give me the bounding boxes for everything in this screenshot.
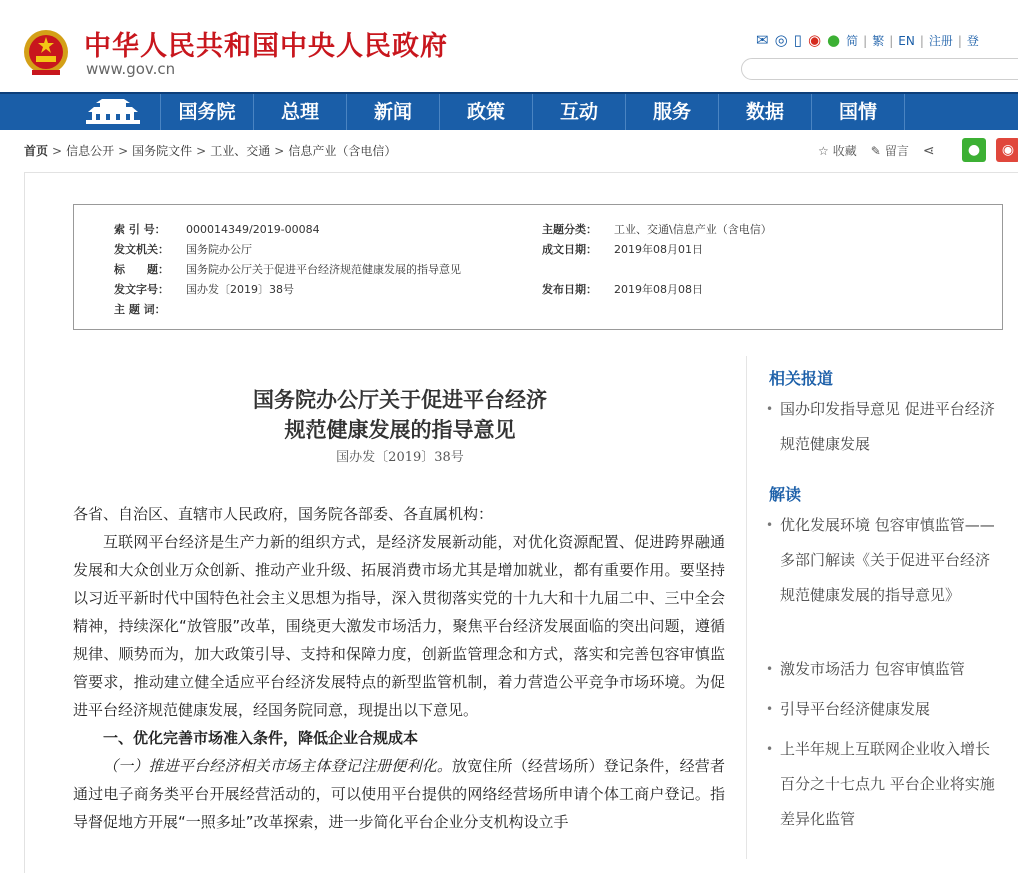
mobile-icon[interactable]: ▯: [793, 31, 802, 49]
meta-label: 标 题：: [114, 263, 169, 276]
breadcrumb: [24, 142, 396, 159]
article-paragraph: [73, 752, 725, 836]
bullet-icon: •: [766, 402, 774, 416]
wechat-share-icon[interactable]: ●: [962, 138, 986, 162]
meta-label: 索 引 号：: [114, 223, 166, 236]
breadcrumb-item[interactable]: 工业、交通: [210, 144, 271, 158]
meta-value: 000014349/2019-00084: [186, 223, 320, 236]
meta-value: 国办发〔2019〕38号: [186, 283, 294, 296]
sidebar-interp-item[interactable]: [766, 652, 1001, 687]
meta-value: 工业、交通\信息产业（含电信）: [614, 223, 772, 236]
tiananmen-logo-icon[interactable]: [82, 98, 144, 126]
meta-keywords: [114, 301, 186, 317]
nav-item-state-council[interactable]: 国务院: [160, 94, 253, 130]
lang-simplified[interactable]: 简: [846, 33, 859, 48]
sidebar-interp-item[interactable]: [766, 692, 1001, 727]
site-header: [0, 0, 1018, 92]
breadcrumb-item[interactable]: 信息公开: [66, 144, 115, 158]
meta-docno: [114, 281, 294, 297]
star-icon[interactable]: ☆: [818, 143, 829, 158]
search-input[interactable]: [741, 58, 1018, 80]
nav-item-premier[interactable]: 总理: [253, 94, 346, 130]
top-tools: [756, 30, 979, 50]
meta-issuer: [114, 241, 252, 257]
chevron-right-icon: >: [52, 144, 63, 158]
share-icon[interactable]: ⋖: [922, 142, 935, 159]
bullet-icon: •: [766, 518, 774, 532]
meta-label: 主题分类：: [542, 223, 597, 236]
article-paragraph: 互联网平台经济是生产力新的组织方式，是经济发展新动能，对优化资源配置、促进跨界融通发展和大众创业万众创新、推动产业升级、拓展消费市场尤其是增加就业，都有重要作用。要坚持以习近平新时代中国特色社会主义思想为指导，深入贯彻落实党的十九大和十九届二中、三中全会精神，持续深化“放管服”改革，围绕更大激发市场活力，聚焦平台经济发展面临的突出问题，遵循规律、顺势而为，加大政策引导、支持和保障力度，创新监管理念和方式，落实和完善包容审慎监管要求，推动建立健全适应平台经济发展特点的新型监管机制，着力营造公平竞争市场环境。为促进平台经济规范健康发展，经国务院同意，现提出以下意见。: [73, 533, 725, 719]
article-title-line1: 国务院办公厅关于促进平台经济: [253, 387, 547, 412]
article-body: [73, 500, 725, 836]
login-link[interactable]: 登: [966, 33, 979, 48]
sidebar-related-title: 相关报道: [769, 369, 834, 388]
meta-title: [114, 261, 461, 277]
meta-pubdate: [542, 281, 703, 297]
sidebar-item-label[interactable]: 国办印发指导意见 促进平台经济规范健康发展: [780, 400, 995, 453]
nav-item-news[interactable]: 新闻: [346, 94, 439, 130]
article-section-heading: 一、优化完善市场准入条件，降低企业合规成本: [103, 729, 419, 747]
nav-item-data[interactable]: 数据: [718, 94, 811, 130]
bullet-icon: •: [766, 742, 774, 756]
meta-value: 国务院办公厅关于促进平台经济规范健康发展的指导意见: [186, 263, 461, 276]
chevron-right-icon: >: [274, 144, 285, 158]
register-link[interactable]: 注册: [928, 33, 953, 48]
favorite-button[interactable]: 收藏: [832, 144, 857, 158]
sidebar-related-item[interactable]: [766, 392, 1001, 462]
meta-label: 主 题 词：: [114, 303, 166, 316]
pen-icon[interactable]: ✎: [870, 143, 881, 158]
site-url[interactable]: www.gov.cn: [86, 60, 176, 78]
wechat-icon[interactable]: ●: [827, 31, 841, 49]
comment-button[interactable]: 留言: [884, 144, 909, 158]
bullet-icon: •: [766, 662, 774, 676]
language-switcher: 简 | 繁 | EN | 注册 | 登: [846, 33, 979, 48]
article-title-line2: 规范健康发展的指导意见: [284, 417, 516, 442]
meta-date: [542, 241, 703, 257]
message-icon[interactable]: ◎: [774, 31, 788, 49]
meta-label: 发布日期：: [542, 283, 597, 296]
sidebar-item-label[interactable]: 引导平台经济健康发展: [780, 700, 931, 718]
article-actions: [818, 142, 939, 159]
article-sub-heading: （一）推进平台经济相关市场主体登记注册便利化。: [103, 757, 453, 775]
article-paragraph-text: 放宽住所（经营场所）登记条件，经营者通过电子商务类平台开展经营活动的，可以使用平台提供的网络经营场所申请个体工商户登记。指导督促地方开展“一照多址”改革探索，进一步简化平台企业分支机构设立手: [73, 757, 725, 831]
nav-item-services[interactable]: 服务: [625, 94, 718, 130]
meta-value: 国务院办公厅: [186, 243, 252, 256]
document-meta-box: [73, 204, 1003, 330]
sidebar-interp-item[interactable]: [766, 508, 1001, 613]
weibo-share-icon[interactable]: ◉: [996, 138, 1018, 162]
nav-item-policy[interactable]: 政策: [439, 94, 532, 130]
breadcrumb-item[interactable]: 国务院文件: [132, 144, 193, 158]
nav-item-interaction[interactable]: 互动: [532, 94, 625, 130]
meta-label: 发文机关：: [114, 243, 169, 256]
meta-value: 2019年08月08日: [614, 283, 703, 296]
sidebar-item-label[interactable]: 上半年规上互联网企业收入增长百分之十七点九 平台企业将实施差异化监管: [780, 740, 995, 828]
nav-item-national-info[interactable]: 国情: [811, 94, 905, 130]
meta-value: 2019年08月01日: [614, 243, 703, 256]
chevron-right-icon: >: [118, 144, 129, 158]
meta-label: 成文日期：: [542, 243, 597, 256]
sidebar: [746, 356, 1018, 859]
national-emblem-icon[interactable]: [22, 28, 70, 78]
weibo-icon[interactable]: ◉: [807, 31, 822, 49]
site-name[interactable]: 中华人民共和国中央人民政府: [84, 31, 448, 62]
mail-icon[interactable]: ✉: [756, 31, 769, 49]
sidebar-interp-item[interactable]: [766, 732, 1001, 837]
article-doc-number: 国办发〔2019〕38号: [336, 450, 464, 465]
breadcrumb-home[interactable]: 首页: [24, 144, 49, 158]
meta-topic: [542, 221, 772, 237]
meta-index: [114, 221, 320, 237]
article-salutation: 各省、自治区、直辖市人民政府，国务院各部委、各直属机构：: [73, 505, 494, 523]
bullet-icon: •: [766, 702, 774, 716]
sidebar-item-label[interactable]: 优化发展环境 包容审慎监管——多部门解读《关于促进平台经济规范健康发展的指导意见》: [780, 516, 995, 604]
sidebar-item-label[interactable]: 激发市场活力 包容审慎监管: [780, 660, 965, 678]
chevron-right-icon: >: [196, 144, 207, 158]
lang-traditional[interactable]: 繁: [872, 33, 885, 48]
main-nav: [0, 92, 1018, 130]
meta-label: 发文字号：: [114, 283, 169, 296]
sidebar-interp-title: 解读: [769, 485, 802, 504]
lang-english[interactable]: EN: [898, 33, 915, 48]
breadcrumb-item[interactable]: 信息产业（含电信）: [288, 144, 397, 158]
